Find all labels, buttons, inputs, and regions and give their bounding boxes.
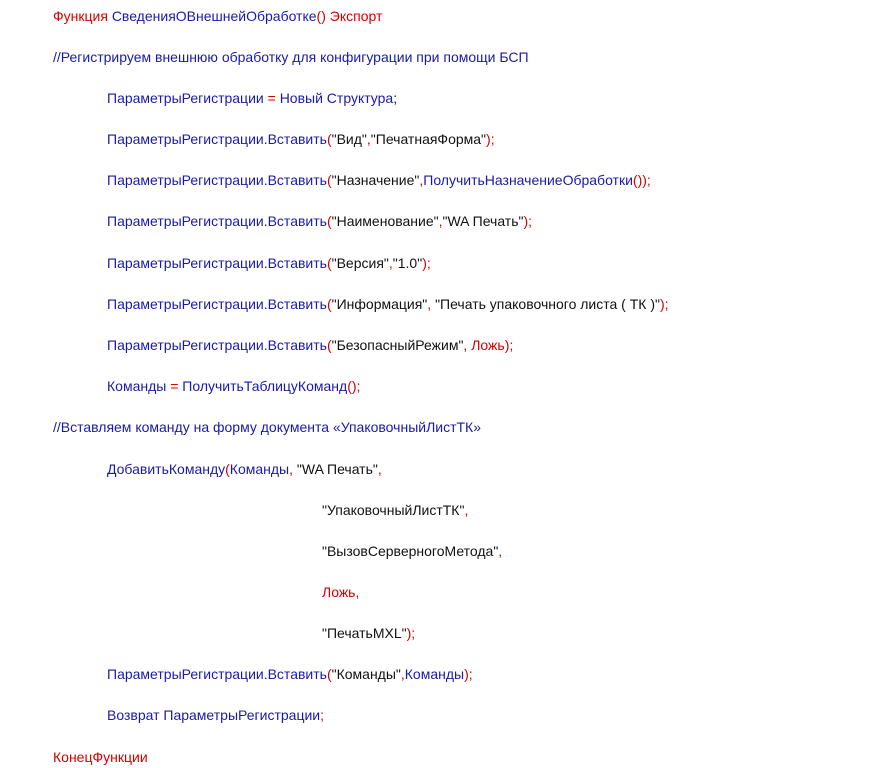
code-operator: ); [523, 213, 533, 229]
code-keyword: Экспорт [329, 8, 383, 24]
code-operator: , [400, 666, 405, 682]
code-string: "УпаковочныйЛистТК" [322, 502, 465, 518]
code-identifier: Команды [107, 378, 171, 394]
code-operator: , [438, 213, 443, 229]
code-string: "Вид" [331, 131, 367, 147]
code-string: "Наименование" [331, 213, 439, 229]
code-identifier: ДобавитьКоманду [107, 461, 226, 477]
code-string: "Информация" [331, 296, 428, 312]
code-line [322, 501, 468, 519]
code-string: "1.0" [392, 255, 423, 271]
code-line [107, 89, 397, 107]
code-operator: ; [320, 707, 324, 723]
code-operator: ( [326, 337, 332, 353]
code-identifier: ПараметрыРегистрации.Вставить [107, 255, 327, 271]
code-string: ; [393, 90, 398, 106]
code-operator: ); [659, 296, 669, 312]
code-identifier: ПараметрыРегистрации.Вставить [107, 337, 327, 353]
code-operator: ( [326, 131, 332, 147]
code-operator: , [427, 296, 436, 312]
code-identifier: Новый Структура [279, 90, 394, 106]
code-operator: , [388, 255, 393, 271]
code-line [107, 706, 324, 724]
code-string: "ПечатьMXL" [322, 625, 407, 641]
code-line [107, 212, 532, 230]
code-operator: ( [326, 255, 332, 271]
code-operator: ); [464, 666, 473, 682]
code-operator: ( [326, 296, 332, 312]
code-operator: () [316, 8, 330, 24]
code-keyword: КонецФункции [53, 749, 148, 765]
code-line [107, 336, 513, 354]
code-operator: , [463, 337, 472, 353]
code-identifier: ПараметрыРегистрации.Вставить [107, 296, 327, 312]
code-operator: , [419, 172, 424, 188]
code-line [53, 7, 382, 25]
code-comment: //Вставляем команду на форму документа «УпаковочныйЛистТК» [53, 419, 481, 435]
code-line [107, 377, 360, 395]
code-keyword: Ложь [471, 337, 505, 353]
code-identifier: Команды [229, 461, 290, 477]
code-operator: , [355, 584, 360, 600]
code-identifier: ПараметрыРегистрации.Вставить [107, 666, 327, 682]
code-operator: (); [347, 378, 361, 394]
code-identifier: ПараметрыРегистрации [107, 90, 268, 106]
code-identifier: Команды [404, 666, 465, 682]
code-keyword: Функция [53, 8, 112, 24]
code-operator: ); [406, 625, 416, 641]
code-line [53, 48, 529, 66]
code-line [53, 418, 481, 436]
code-operator: ); [486, 131, 495, 147]
code-identifier: ПараметрыРегистрации.Вставить [107, 172, 327, 188]
code-line [322, 624, 415, 642]
code-operator: , [289, 461, 297, 477]
code-line [322, 583, 359, 601]
code-identifier: ПараметрыРегистрации.Вставить [107, 213, 327, 229]
code-string: "ВызовСерверногоМетода" [322, 543, 499, 559]
code-string: "WA Печать" [296, 461, 378, 477]
code-identifier: СведенияОВнешнейОбработке [111, 8, 317, 24]
code-line [107, 130, 495, 148]
code-operator: ); [422, 255, 431, 271]
code-string: "Команды" [331, 666, 401, 682]
code-line [322, 542, 502, 560]
code-line [107, 254, 431, 272]
code-string: "Назначение" [331, 172, 420, 188]
code-operator: ); [504, 337, 514, 353]
code-string: "БезопасныйРежим" [331, 337, 464, 353]
code-line [107, 460, 382, 478]
code-string: "ПечатнаяФорма" [370, 131, 487, 147]
code-string: "WA Печать" [442, 213, 524, 229]
code-string: "Версия" [331, 255, 389, 271]
code-identifier: ПолучитьНазначениеОбработки [423, 172, 633, 188]
code-operator: , [498, 543, 503, 559]
code-identifier: Возврат ПараметрыРегистрации [107, 707, 321, 723]
code-operator: ()); [632, 172, 651, 188]
code-line [107, 171, 651, 189]
code-operator: = [267, 90, 280, 106]
code-identifier: ПараметрыРегистрации.Вставить [107, 131, 327, 147]
code-operator: , [464, 502, 469, 518]
code-operator: ( [326, 172, 332, 188]
code-keyword: Ложь [322, 584, 356, 600]
code-operator: , [377, 461, 382, 477]
code-operator: ( [326, 666, 332, 682]
code-operator: ( [225, 461, 230, 477]
code-operator: , [366, 131, 371, 147]
code-operator: ( [326, 213, 332, 229]
code-line [107, 295, 669, 313]
code-comment: //Регистрируем внешнюю обработку для конфигурации при помощи БСП [53, 49, 529, 65]
code-string: "Печать упаковочного листа ( ТК )" [435, 296, 660, 312]
code-line [107, 665, 473, 683]
code-identifier: ПолучитьТаблицуКоманд [182, 378, 348, 394]
code-operator: = [170, 378, 183, 394]
code-line [53, 748, 148, 766]
